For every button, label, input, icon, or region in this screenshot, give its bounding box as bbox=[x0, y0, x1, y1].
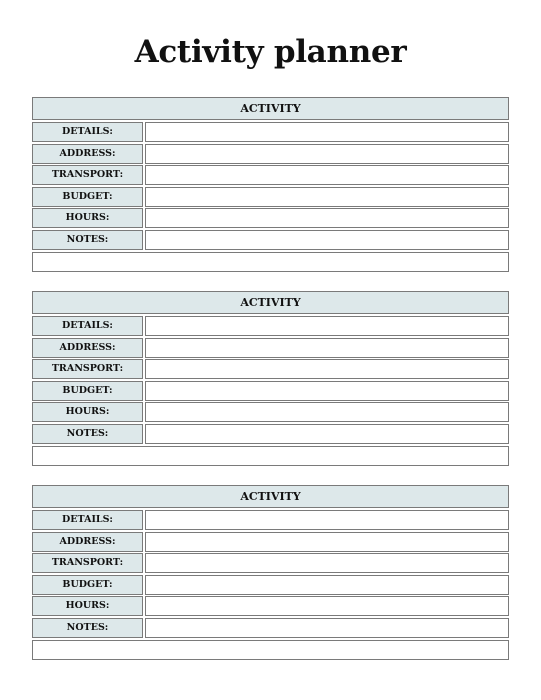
hours-label: HOURS: bbox=[32, 208, 143, 228]
address-field[interactable] bbox=[145, 338, 509, 358]
address-label: ADDRESS: bbox=[32, 532, 143, 552]
notes-label: NOTES: bbox=[32, 424, 143, 444]
hours-field[interactable] bbox=[145, 402, 509, 422]
transport-label: TRANSPORT: bbox=[32, 553, 143, 573]
transport-field[interactable] bbox=[145, 359, 509, 379]
details-label: DETAILS: bbox=[32, 510, 143, 530]
notes-label: NOTES: bbox=[32, 618, 143, 638]
page-title: Activity planner bbox=[134, 34, 407, 70]
activity-section bbox=[32, 485, 509, 661]
budget-label: BUDGET: bbox=[32, 381, 143, 401]
hours-label: HOURS: bbox=[32, 402, 143, 422]
address-field[interactable] bbox=[145, 144, 509, 164]
notes-field[interactable] bbox=[145, 618, 509, 638]
budget-label: BUDGET: bbox=[32, 575, 143, 595]
details-field[interactable] bbox=[145, 510, 509, 530]
notes-label: NOTES: bbox=[32, 230, 143, 250]
extra-notes-field[interactable] bbox=[32, 446, 509, 466]
hours-field[interactable] bbox=[145, 208, 509, 228]
activity-header: ACTIVITY bbox=[32, 97, 509, 120]
extra-notes-field[interactable] bbox=[32, 252, 509, 272]
transport-field[interactable] bbox=[145, 553, 509, 573]
address-label: ADDRESS: bbox=[32, 338, 143, 358]
extra-notes-field[interactable] bbox=[32, 640, 509, 660]
details-label: DETAILS: bbox=[32, 122, 143, 142]
address-label: ADDRESS: bbox=[32, 144, 143, 164]
budget-field[interactable] bbox=[145, 381, 509, 401]
activity-header: ACTIVITY bbox=[32, 291, 509, 314]
notes-field[interactable] bbox=[145, 230, 509, 250]
activity-section bbox=[32, 291, 509, 467]
activity-header: ACTIVITY bbox=[32, 485, 509, 508]
notes-field[interactable] bbox=[145, 424, 509, 444]
hours-label: HOURS: bbox=[32, 596, 143, 616]
budget-label: BUDGET: bbox=[32, 187, 143, 207]
activity-section bbox=[32, 97, 509, 273]
budget-field[interactable] bbox=[145, 575, 509, 595]
details-label: DETAILS: bbox=[32, 316, 143, 336]
transport-label: TRANSPORT: bbox=[32, 165, 143, 185]
transport-field[interactable] bbox=[145, 165, 509, 185]
hours-field[interactable] bbox=[145, 596, 509, 616]
budget-field[interactable] bbox=[145, 187, 509, 207]
address-field[interactable] bbox=[145, 532, 509, 552]
details-field[interactable] bbox=[145, 316, 509, 336]
details-field[interactable] bbox=[145, 122, 509, 142]
transport-label: TRANSPORT: bbox=[32, 359, 143, 379]
